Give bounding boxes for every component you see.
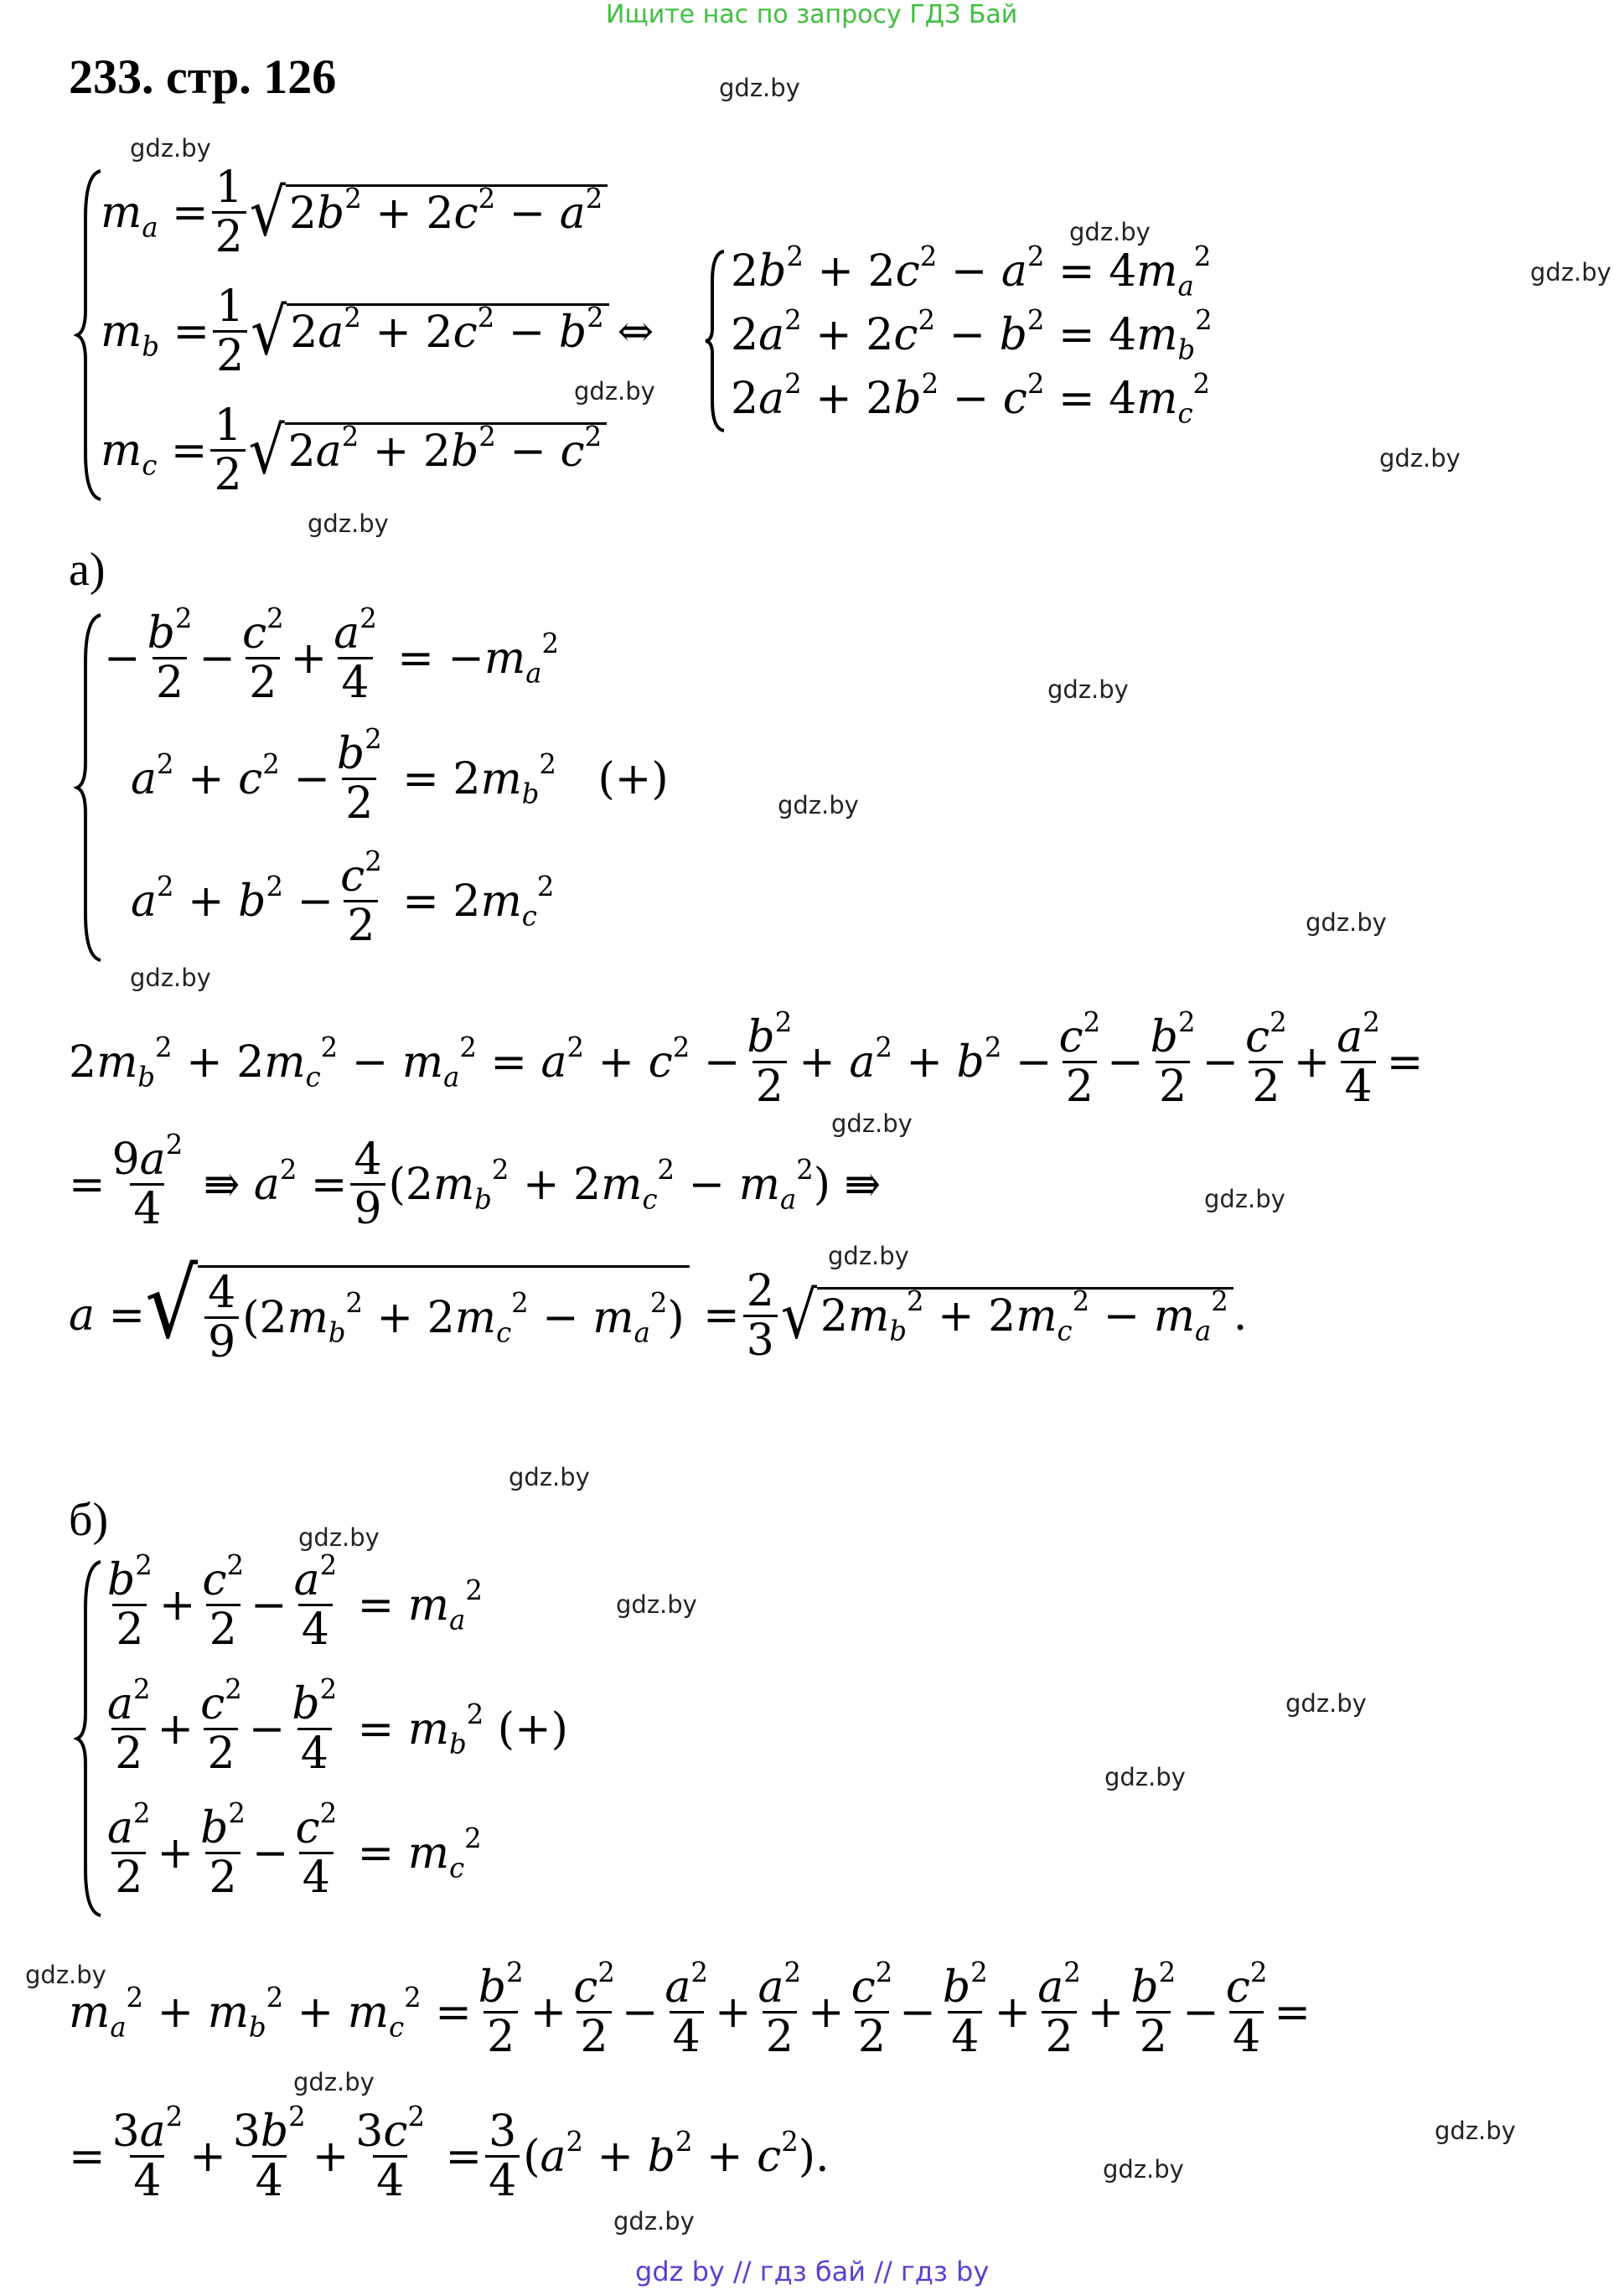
equivalent-eq-3: $2a^2 + 2b^2 - c^2 = 4m_c^2$ xyxy=(731,367,1211,430)
watermark: gdz.by xyxy=(1104,1763,1186,1791)
watermark: gdz.by xyxy=(1435,2117,1516,2145)
part-b-label: б) xyxy=(69,1494,109,1546)
left-brace xyxy=(74,168,104,503)
equivalent-eq-1: $2b^2 + 2c^2 - a^2 = 4m_a^2$ xyxy=(731,240,1212,302)
watermark: gdz.by xyxy=(719,74,800,102)
watermark: gdz.by xyxy=(1306,908,1387,937)
watermark: gdz.by xyxy=(1204,1185,1285,1213)
watermark: gdz.by xyxy=(509,1463,590,1491)
watermark: gdz.by xyxy=(1069,218,1151,246)
watermark: gdz.by xyxy=(130,964,211,992)
part-a-eq-2: $a^2 + c^2$ − $\frac{b^2}{2}$ = $2m_b^2$ (+) xyxy=(131,722,669,830)
watermark: gdz.by xyxy=(1047,675,1129,704)
watermark: gdz.by xyxy=(831,1109,913,1138)
watermark: gdz.by xyxy=(130,134,211,163)
footer-links[interactable]: gdz by // гдз бай // гдз by xyxy=(635,2256,990,2287)
watermark: gdz.by xyxy=(828,1242,909,1270)
watermark: gdz.by xyxy=(308,509,389,538)
watermark: gdz.by xyxy=(1379,444,1461,473)
part-a-result: = $\frac{9a^2}{4}$ ⇛ $a^2$ = $\frac{4}{9}$ $(2m_b^2 + 2m_c^2 - m_a^2)$ ⇛ xyxy=(69,1128,882,1235)
part-b-eq-3: $\frac{a^2}{2}$ + $\frac{b^2}{2}$ − $\frac{c^2}{4}$ = $m_c^2$ xyxy=(107,1796,482,1904)
watermark: gdz.by xyxy=(1285,1689,1367,1718)
part-b-sum: $m_a^2 + m_b^2 + m_c^2$ = $\frac{b^2}{2}$ + $\frac{c^2}{2}$ − $\frac{a^2}{4}$ + $\frac{a^2}{2}$ + $\frac{c^2}{2}$ − $\frac{b^2}{4}$ + $\frac{a^2}{2}$ + $\frac{b^2}{2}$ − $\frac{c^2}{4}$ = xyxy=(69,1956,1311,2063)
part-a-eq-1: − $\frac{b^2}{2}$ − $\frac{c^2}{2}$ + $\frac{a^2}{4}$ = $-m_a^2$ xyxy=(104,602,559,709)
part-b-result: = $\frac{3a^2}{4}$ + $\frac{3b^2}{4}$ + $\frac{3c^2}{4}$ = $\frac{3}{4}$ $(a^2 + b^2 + c^2)$. xyxy=(69,2100,830,2207)
watermark: gdz.by xyxy=(25,1961,106,1989)
part-a-label: а) xyxy=(69,544,106,596)
part-a-eq-3: $a^2 + b^2$ − $\frac{c^2}{2}$ = $2m_c^2$ xyxy=(131,845,555,952)
part-b-brace xyxy=(74,1559,104,1919)
watermark: gdz.by xyxy=(293,2068,375,2096)
watermark: gdz.by xyxy=(613,2207,695,2236)
formula-mc: $m_c$ = $\frac{1}{2}$ √ $2a^2 + 2b^2 - c^2$ xyxy=(101,402,607,499)
part-a-brace xyxy=(74,612,104,964)
part-b-eq-1: $\frac{b^2}{2}$ + $\frac{c^2}{2}$ − $\frac{a^2}{4}$ = $m_a^2$ xyxy=(107,1548,483,1656)
page-title: 233. стр. 126 xyxy=(69,49,337,104)
watermark: gdz.by xyxy=(298,1523,380,1552)
equivalent-eq-2: $2a^2 + 2c^2 - b^2 = 4m_b^2$ xyxy=(731,303,1213,366)
part-a-sum: $2m_b^2 + 2m_c^2 - m_a^2 = a^2 + c^2$ − $\frac{b^2}{2}$ + $a^2 + b^2$ − $\frac{c^2}{2}$ − $\frac{b^2}{2}$ − $\frac{c^2}{2}$ + $\frac{a^2}{4}$ = xyxy=(69,1005,1424,1113)
right-brace xyxy=(702,248,727,434)
watermark: gdz.by xyxy=(778,791,859,819)
top-banner[interactable]: Ищите нас по запросу ГДЗ Бай xyxy=(606,0,1018,29)
part-a-final: a = √ $\frac{4}{9}$ $(2m_b^2 + 2m_c^2 - m_a^2)$ = $\frac{2}{3}$ √ $2m_b^2 + 2m_c^2 - m_a^2$ . xyxy=(69,1248,1248,1368)
formula-mb: $m_b$ = $\frac{1}{2}$ √ $2a^2 + 2c^2 - b^2$ ⇔ xyxy=(101,282,654,382)
watermark: gdz.by xyxy=(1530,258,1611,287)
formula-ma: $m_a$ = $\frac{1}{2}$ √ $2b^2 + 2c^2 - a^2$ xyxy=(101,164,608,261)
watermark: gdz.by xyxy=(616,1590,697,1619)
watermark: gdz.by xyxy=(574,377,655,406)
part-b-eq-2: $\frac{a^2}{2}$ + $\frac{c^2}{2}$ − $\frac{b^2}{4}$ = $m_b^2$ (+) xyxy=(107,1672,568,1780)
watermark: gdz.by xyxy=(1103,2155,1184,2184)
